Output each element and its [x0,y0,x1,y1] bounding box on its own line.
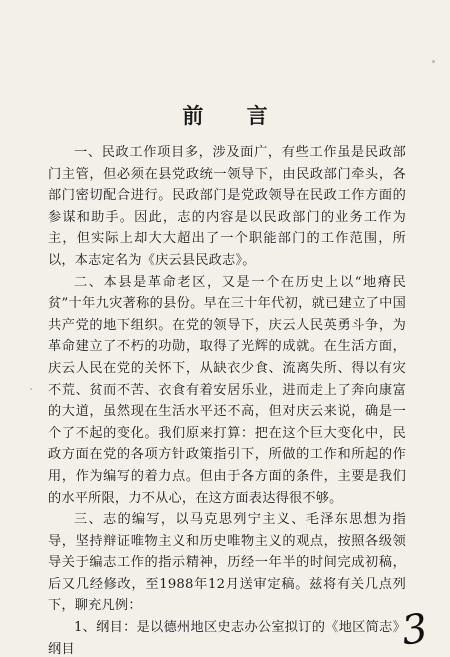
paragraph-2: 二、本县是革命老区，又是一个在历史上以“地瘠民贫”十年九灾著称的县份。早在三十年代初，就已建立了中国共产党的地下组织。在党的领导下，庆云人民英勇斗争，为革命建立了不朽的功勋，取得了光辉的成就。在生活方面，庆云人民在党的关怀下，从缺衣少食、流离失所、得以有灾不荒、贫而不苦、衣食有着安居乐业，进而走上了奔向康富的大道，虽然现在生活水平还不高，但对庆云来说，确是一个了不起的变化。我们原来打算：把在这个巨大变化中，民政方面在党的各项方针政策指引下，所做的工作和所起的作用，作为编写的着力点。但由于各方面的条件，主要是我们的水平所限，力不从心，在这方面表达得很不够。 [48,274,406,506]
handwritten-page-number: 3 [398,605,431,655]
paragraph-3: 三、志的编写，以马克思列宁主义、毛泽东思想为指导，坚持辩证唯物主义和历史唯物主义的观点，按照各级领导关于编志工作的指示精神，历经一年半的时间完成初稿，后又几经修改，至1988年12月送审定稿。兹将有关几点列下，聊充凡例： [48,512,406,614]
paragraph-1: 一、民政工作项目多，涉及面广，有些工作虽是民政部门主管，但必须在县党政统一领导下，由民政部门牵头，各部门密切配合进行。民政部门是党政领导在民政工作方面的参谋和助手。因此，志的内容是以民政部门的业务工作为主，但实际上却大大超出了一个职能部门的工作范围，所以，本志定名为《庆云县民政志》。 [48,145,406,268]
paragraph-4: 1、纲目：是以德州地区史志办公室拟订的《地区简志》纲目 [48,620,406,657]
scan-speck [30,388,32,390]
scan-speck [432,60,435,63]
body-text [48,142,406,657]
page-title: 前 言 [182,104,286,128]
